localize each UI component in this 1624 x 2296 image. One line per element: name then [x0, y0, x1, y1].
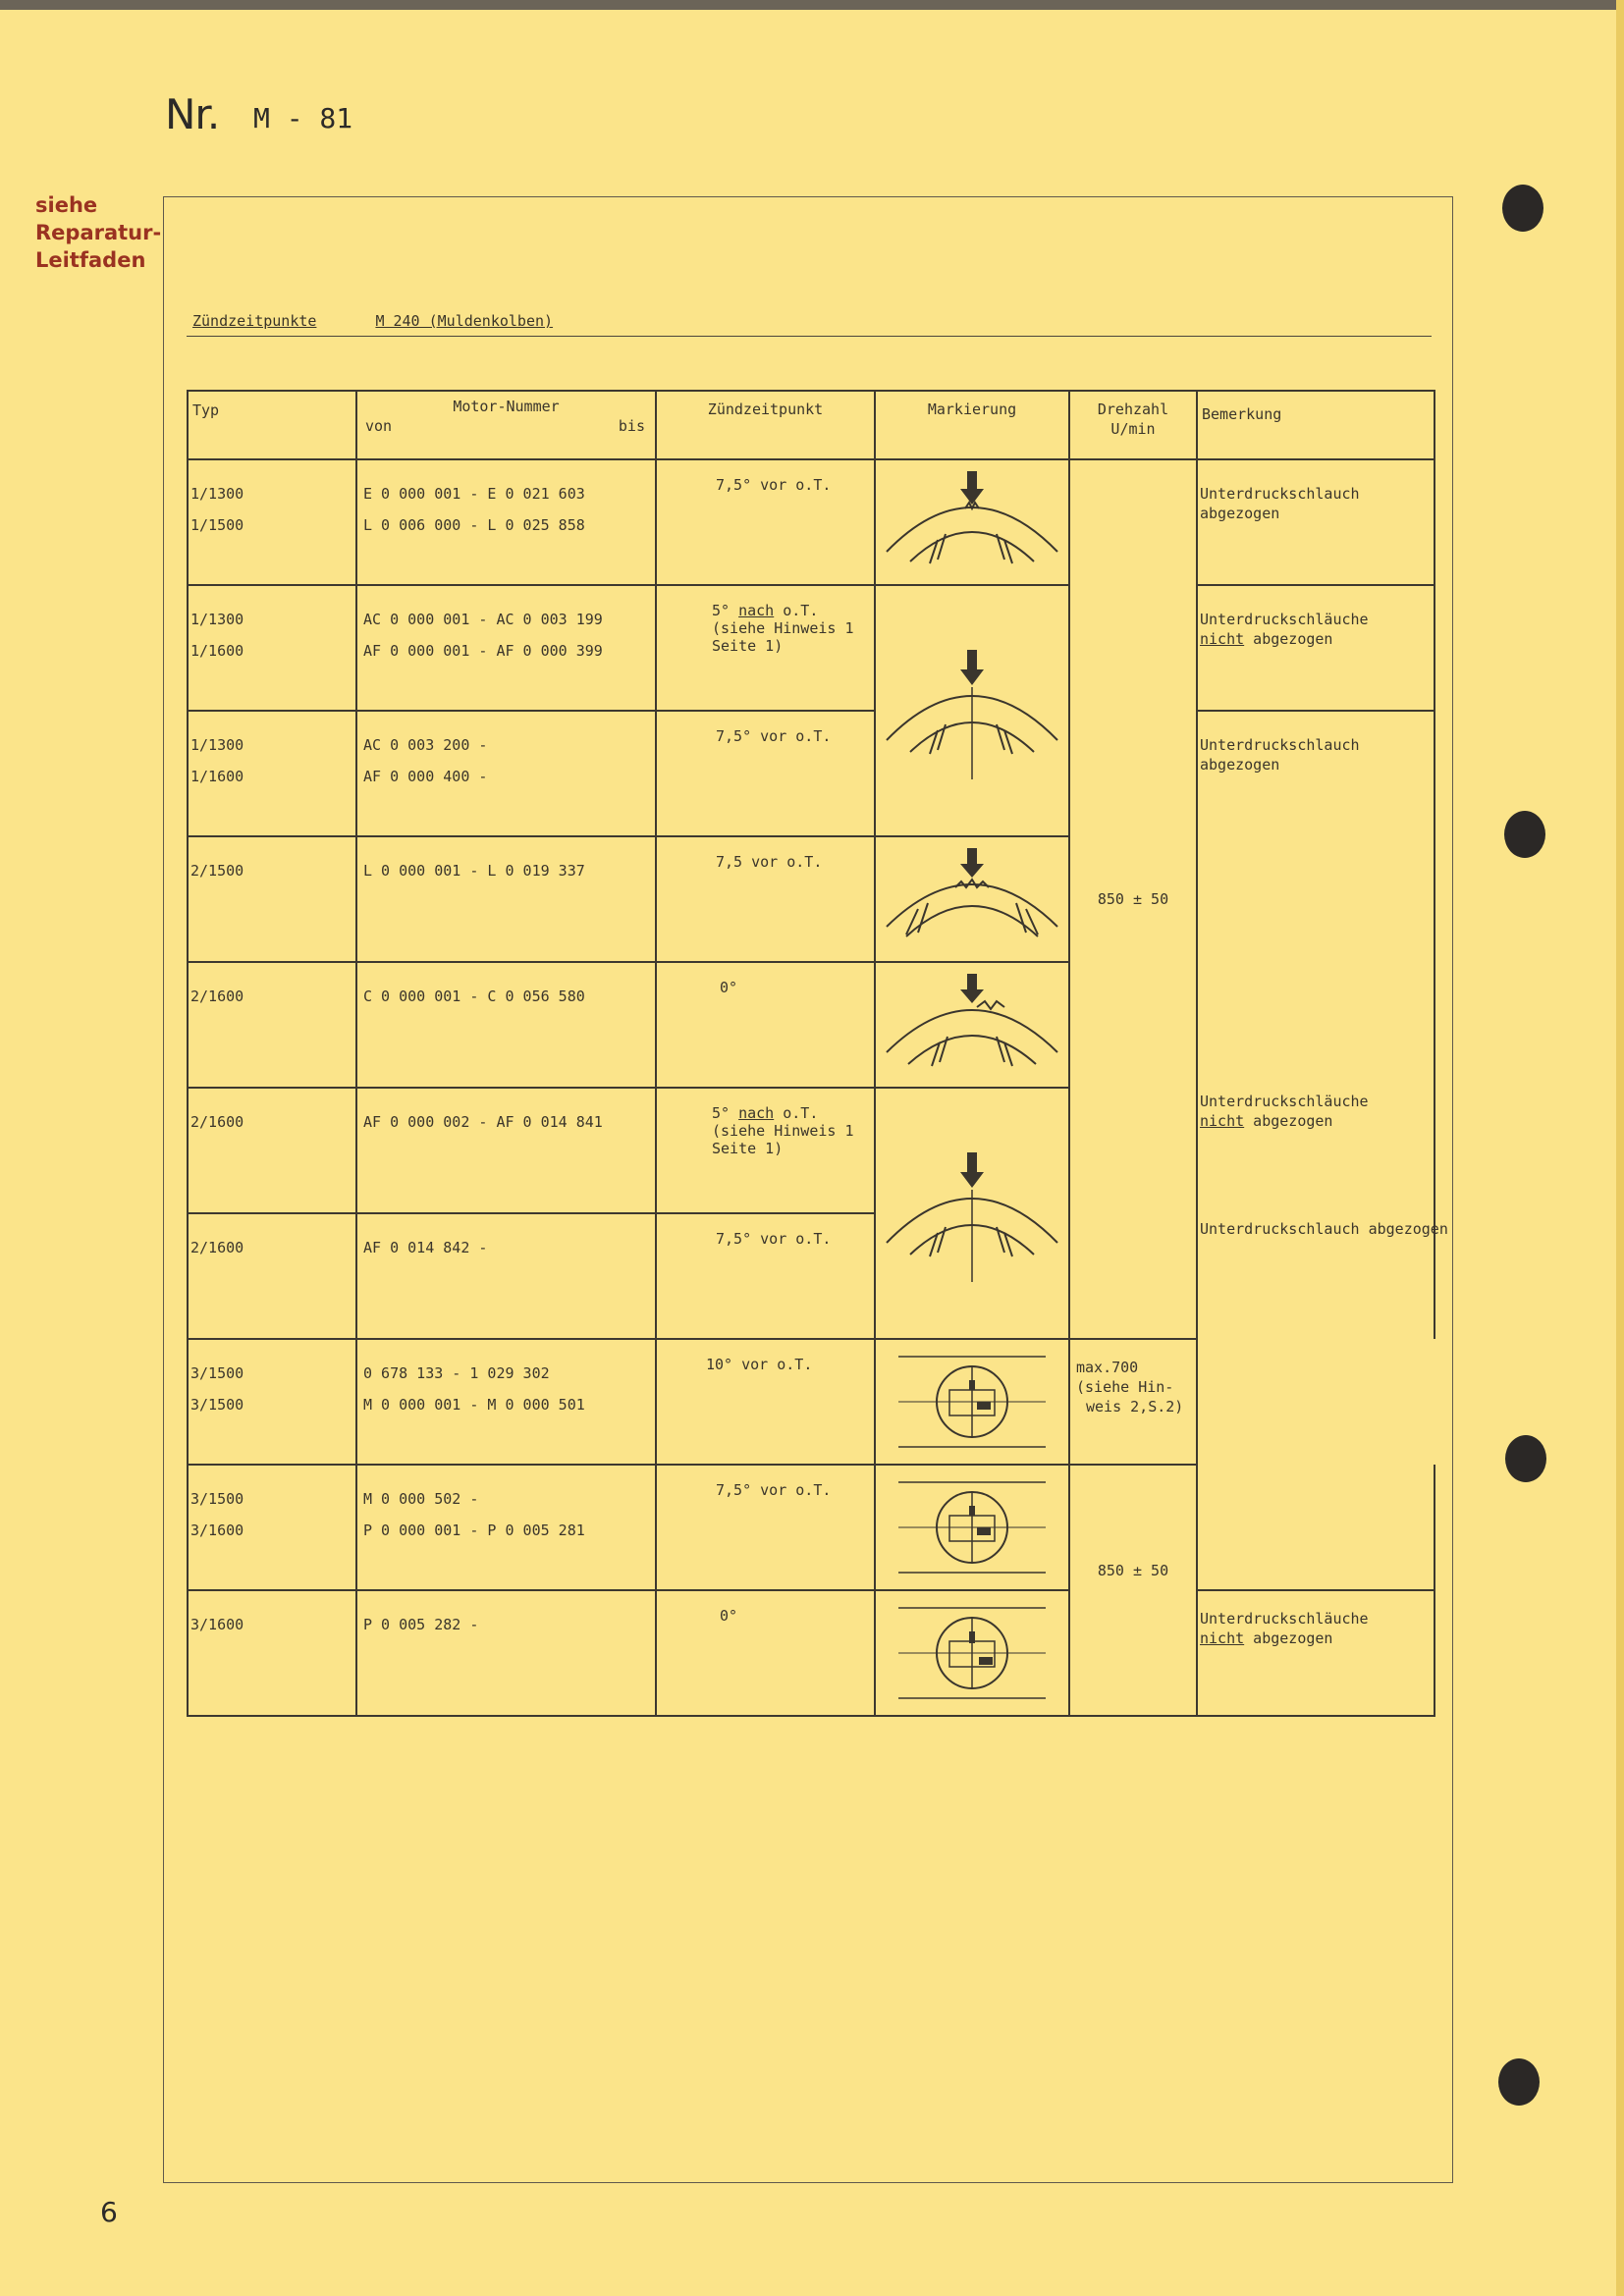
bemerkung-text: Unterdruckschläuche: [1200, 1093, 1369, 1110]
subtitle-rule: [187, 336, 1432, 337]
typ-cell: 2/1600: [190, 988, 244, 1005]
punch-hole: [1502, 185, 1543, 232]
side-note-line: siehe: [35, 193, 98, 217]
zzp-cell: 0°: [720, 1607, 738, 1625]
drehzahl-value: 850 ± 50: [1097, 1562, 1169, 1579]
zzp-cell: 0°: [720, 979, 738, 996]
bemerkung-overlay: [1200, 1092, 1369, 1131]
zzp-cell: 7,5° vor o.T.: [716, 727, 832, 745]
side-note: [35, 191, 161, 274]
table-row: [188, 1465, 1435, 1590]
header-drehzahl-label: Drehzahl: [1097, 400, 1169, 418]
timing-mark-disc-icon: [879, 1596, 1065, 1710]
timing-mark-arc-icon: [879, 463, 1065, 581]
header-bis: bis: [618, 417, 645, 435]
bemerkung-nicht: nicht: [1200, 1629, 1245, 1647]
scan-right-edge: [1616, 0, 1624, 2296]
header-typ: Typ: [188, 391, 356, 459]
side-note-line: Reparatur-: [35, 221, 162, 244]
motor-cell: E 0 000 001 - E 0 021 603 L 0 006 000 - L 0 025 858: [363, 485, 585, 534]
zzp-cell: [657, 1089, 874, 1157]
header-drehzahl-unit: U/min: [1110, 420, 1156, 438]
zzp-value: 5°: [712, 602, 731, 619]
bemerkung-text: abgezogen: [1244, 1629, 1333, 1647]
zzp-note: (siehe Hinweis 1 Seite 1): [712, 619, 854, 655]
typ-cell: 2/1500: [190, 862, 244, 880]
typ-cell: 3/1500 3/1600: [190, 1490, 244, 1539]
motor-cell: C 0 000 001 - C 0 056 580: [363, 988, 585, 1005]
drehzahl-cell: 850 ± 50: [1069, 459, 1197, 1339]
header-von: von: [365, 417, 393, 435]
typ-cell: 2/1600: [190, 1239, 244, 1256]
typ-cell: 1/1300 1/1500: [190, 485, 244, 534]
bemerkung-nicht: nicht: [1200, 1112, 1245, 1130]
doc-number-label: Nr.: [165, 90, 220, 138]
mark-cell: [875, 836, 1069, 962]
motor-cell: L 0 000 001 - L 0 019 337: [363, 862, 585, 880]
table-header-row: [188, 391, 1435, 459]
header-drehzahl: [1069, 391, 1197, 459]
typ-cell: 3/1600: [190, 1616, 244, 1633]
subtitle-part: M 240 (Muldenkolben): [375, 312, 554, 330]
motor-cell: P 0 005 282 -: [363, 1616, 479, 1633]
table-row: [188, 585, 1435, 711]
drehzahl-note: weis 2,S.2): [1086, 1398, 1184, 1415]
header-motor-label: Motor-Nummer: [453, 398, 560, 415]
side-note-line: Leitfaden: [35, 248, 146, 272]
zzp-cell: 7,5° vor o.T.: [716, 1230, 832, 1248]
timing-mark-disc-icon: [879, 1470, 1065, 1584]
bemerkung-cell: Unterdruckschlauch abgezogen: [1200, 485, 1360, 522]
zzp-cell: 7,5 vor o.T.: [716, 853, 823, 871]
table-row: [188, 459, 1435, 585]
timing-mark-disc-icon: [879, 1345, 1065, 1459]
zzp-suffix: o.T.: [774, 1104, 819, 1122]
page-number: 6: [100, 2196, 118, 2228]
zzp-cell: 7,5° vor o.T.: [716, 1481, 832, 1499]
timing-mark-arc-icon: [879, 1145, 1065, 1282]
bemerkung-cell: [1198, 1591, 1434, 1648]
typ-cell: 3/1500 3/1500: [190, 1364, 244, 1414]
timing-mark-arc-icon: [879, 842, 1065, 956]
mark-cell: [875, 962, 1069, 1088]
motor-cell: AC 0 003 200 - AF 0 000 400 -: [363, 736, 488, 785]
bemerkung-text: abgezogen: [1244, 1112, 1333, 1130]
table-subtitle: [192, 312, 553, 330]
table-row: [188, 711, 1435, 836]
table-row: [188, 1590, 1435, 1716]
drehzahl-note-cell: [1069, 1339, 1197, 1465]
drehzahl-note: (siehe Hin-: [1076, 1378, 1174, 1396]
zzp-note: (siehe Hinweis 1 Seite 1): [712, 1122, 854, 1157]
mark-cell: [875, 1088, 1069, 1339]
subtitle-part: Zündzeitpunkte: [192, 312, 317, 330]
bemerkung-nicht: nicht: [1200, 630, 1245, 648]
mark-cell: [875, 459, 1069, 585]
zzp-nach: nach: [738, 1104, 775, 1122]
zzp-value: 5°: [712, 1104, 731, 1122]
mark-cell: [875, 1590, 1069, 1716]
punch-hole: [1498, 2058, 1540, 2106]
header-markierung: Markierung: [875, 391, 1069, 459]
zzp-cell: [657, 586, 874, 655]
bemerkung-cell: [1198, 586, 1434, 649]
zzp-nach: nach: [738, 602, 775, 619]
motor-cell: AF 0 014 842 -: [363, 1239, 488, 1256]
doc-code: M - 81: [253, 102, 353, 134]
punch-hole: [1504, 811, 1545, 858]
zzp-suffix: o.T.: [774, 602, 819, 619]
zzp-cell: 10° vor o.T.: [706, 1356, 813, 1373]
header-motor-nummer: [356, 391, 656, 459]
punch-hole: [1505, 1435, 1546, 1482]
motor-cell: 0 678 133 - 1 029 302 M 0 000 001 - M 0 000 501: [363, 1364, 585, 1414]
zzp-cell: 7,5° vor o.T.: [716, 476, 832, 494]
typ-cell: 1/1300 1/1600: [190, 611, 244, 660]
bemerkung-overlay: Unterdruckschlauch abgezogen: [1200, 1220, 1448, 1238]
mark-cell: [875, 1339, 1069, 1465]
header-zuendzeitpunkt: Zündzeitpunkt: [656, 391, 875, 459]
motor-cell: AC 0 000 001 - AC 0 003 199 AF 0 000 001 - AF 0 000 399: [363, 611, 603, 660]
mark-cell: [875, 1465, 1069, 1590]
timing-mark-arc-icon: [879, 642, 1065, 779]
motor-cell: M 0 000 502 - P 0 000 001 - P 0 005 281: [363, 1490, 585, 1539]
ignition-timing-table: [187, 390, 1435, 1717]
timing-mark-arc-icon: [879, 968, 1065, 1082]
drehzahl-max: max.700: [1076, 1359, 1139, 1376]
scan-top-edge: [0, 0, 1624, 10]
bemerkung-text: abgezogen: [1244, 630, 1333, 648]
drehzahl-lower-cell: [1069, 1465, 1197, 1716]
bemerkung-text: Unterdruckschläuche: [1200, 611, 1369, 628]
bemerkung-cell: Unterdruckschlauch abgezogen: [1200, 736, 1360, 774]
mark-cell: [875, 585, 1069, 836]
motor-cell: AF 0 000 002 - AF 0 014 841: [363, 1113, 603, 1131]
bemerkung-text: Unterdruckschläuche: [1200, 1610, 1369, 1628]
header-bemerkung: Bemerkung: [1197, 391, 1435, 459]
table-row: [188, 1339, 1435, 1465]
typ-cell: 2/1600: [190, 1113, 244, 1131]
typ-cell: 1/1300 1/1600: [190, 736, 244, 785]
